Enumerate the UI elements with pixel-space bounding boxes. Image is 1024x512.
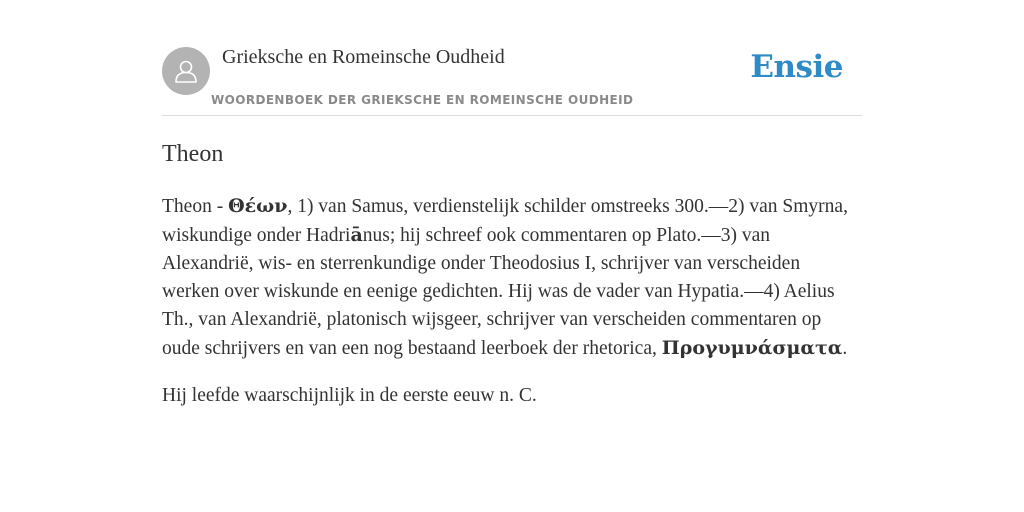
entry-paragraph-2: Hij leefde waarschijnlijk in de eerste eeuw n. C. (162, 385, 537, 406)
page-container (162, 0, 862, 406)
dictionary-subtitle: WOORDENBOEK DER GRIEKSCHE EN ROMEINSCHE OUDHEID (211, 93, 634, 107)
page-header (162, 0, 862, 116)
entry-title: Theon (162, 141, 224, 167)
ensie-logo[interactable]: Ensie (750, 49, 843, 85)
entry-body (162, 192, 862, 410)
user-icon (172, 57, 200, 85)
greek-name: Θέων (228, 195, 288, 217)
dictionary-title[interactable]: Grieksche en Romeinsche Oudheid (222, 46, 505, 68)
greek-work-title: Προγυμνάσματα (661, 337, 843, 359)
dictionary-avatar[interactable] (162, 47, 210, 95)
entry-text-part: , 1) van Samus, verdienstelijk schilder omstreeks 300.—2) van Smyrna, wiskundige onder Hadri (162, 196, 848, 246)
special-char: ā (350, 224, 363, 246)
entry-paragraph (162, 192, 862, 363)
entry-text-part: nus; hij schreef ook commentaren op Plato.—3) van Alexandrië, wis- en sterrenkundige onder Theodosius I, schrijver van verscheiden werken over wiskunde en eenige gedichten. Hij was de vader van Hypatia.—4) Aelius Th., van Alexandrië, platonisch wijsgeer, schrijver van verscheiden commentaren op oude schrijvers en van een nog bestaand leerboek der rhetorica, (162, 225, 835, 359)
entry-intro: Theon - (162, 196, 229, 217)
entry-text-end: . (842, 338, 848, 359)
